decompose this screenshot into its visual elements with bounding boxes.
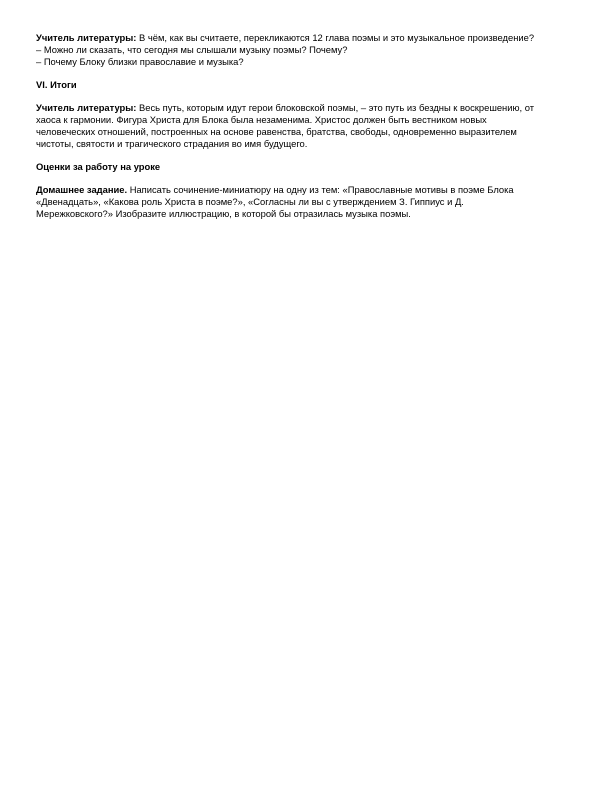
section-heading: VI. Итоги [36,79,77,90]
teacher-question-line [36,32,580,44]
teacher-question-text: В чём, как вы считаете, перекликаются 12 глава поэмы и это музыкальное произведение? [136,32,535,43]
question-item: – Можно ли сказать, что сегодня мы слышали музыку поэмы? Почему? [36,44,348,55]
teacher-question-block [36,32,580,68]
summary-line: чистоты, святости и трагического страдания во имя будущего. [36,138,308,149]
summary-line: Учитель литературы: Весь путь, которым идут герои блоковской поэмы, – это путь из бездны к воскрешению, от [36,102,535,113]
teacher-summary-block [36,102,580,150]
homework-line: Домашнее задание. Написать сочинение-миниатюру на одну из тем: «Православные мотивы в поэме Блока [36,184,514,195]
speaker-label: Учитель литературы: [36,32,137,43]
homework-block [36,184,580,220]
document-page [36,32,580,231]
homework-line: «Двенадцать», «Какова роль Христа в поэме?», «Согласны ли вы с утверждением З. Гиппиус и Д. [36,196,464,207]
homework-line: Мережковского?» Изобразите иллюстрацию, в которой бы отразилась музыка поэмы. [36,208,411,219]
speaker-label: Учитель литературы: [36,102,137,113]
grades-heading: Оценки за работу на уроке [36,161,161,172]
homework-label: Домашнее задание. [36,184,128,195]
summary-line: человеческих отношений, построенных на основе равенства, братства, свободы, одновременно выразителем [36,126,517,137]
question-item: – Почему Блоку близки православие и музыка? [36,56,244,67]
summary-line: хаоса к гармонии. Фигура Христа для Блока была незаменима. Христос должен быть вестником новых [36,114,487,125]
